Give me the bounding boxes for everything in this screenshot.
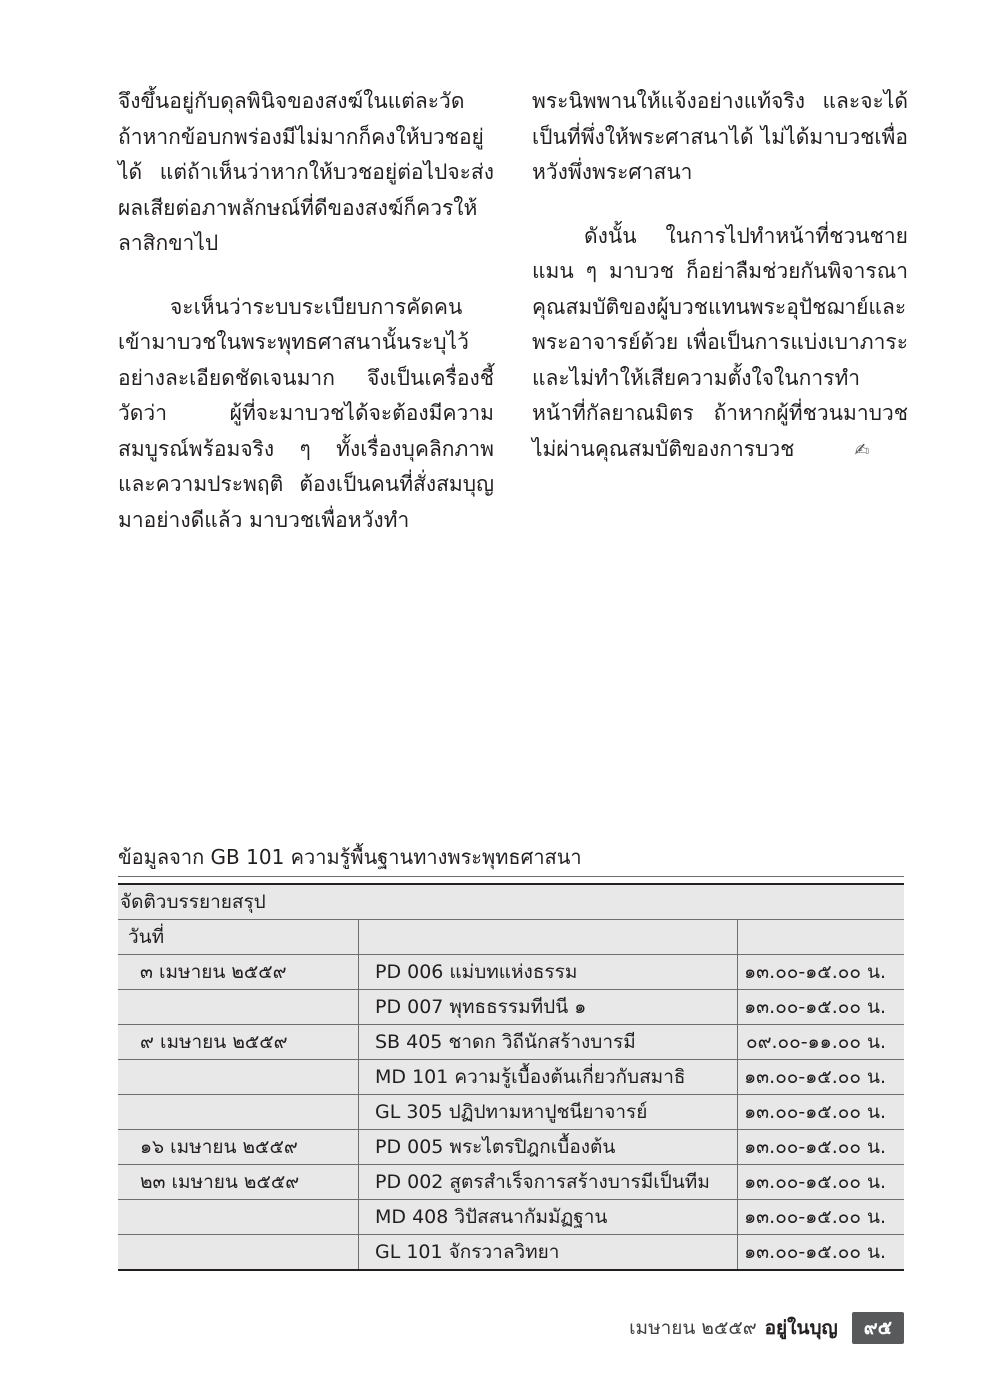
schedule-table	[118, 883, 904, 1271]
paragraph: พระนิพพานให้แจ้งอย่างแท้จริง และจะได้เป็นที่พึ่งให้พระศาสนาได้ ไม่ได้มาบวชเพื่อหวังพึ่งพระศาสนา	[532, 89, 908, 184]
page-footer	[629, 1312, 904, 1344]
magazine-name: อยู่ในบุญ	[764, 1317, 838, 1339]
table-row	[118, 1025, 904, 1060]
course-cell: MD 101 ความรู้เบื้องต้นเกี่ยวกับสมาธิ	[359, 1060, 738, 1095]
page-number: ๙๕	[852, 1312, 904, 1344]
course-cell: PD 002 สูตรสำเร็จการสร้างบารมีเป็นทีม	[359, 1165, 738, 1200]
time-cell: ๑๓.๐๐-๑๕.๐๐ น.	[738, 1235, 905, 1271]
course-cell: GL 101 จักรวาลวิทยา	[359, 1235, 738, 1271]
schedule-caption: ข้อมูลจาก GB 101 ความรู้พื้นฐานทางพระพุทธศาสนา	[118, 840, 904, 877]
date-cell	[118, 1200, 359, 1235]
time-column-header	[738, 920, 905, 955]
table-row	[118, 955, 904, 990]
table-row	[118, 1235, 904, 1271]
right-text-column	[532, 84, 908, 496]
table-row	[118, 1165, 904, 1200]
time-cell: ๑๓.๐๐-๑๕.๐๐ น.	[738, 990, 905, 1025]
schedule-title: จัดติวบรรยายสรุป	[118, 884, 904, 920]
course-cell: PD 007 พุทธธรรมทีปนี ๑	[359, 990, 738, 1025]
date-cell: ๓ เมษายน ๒๕๕๙	[118, 955, 359, 990]
date-cell	[118, 1095, 359, 1130]
time-cell: ๑๓.๐๐-๑๕.๐๐ น.	[738, 1130, 905, 1165]
time-cell: ๑๓.๐๐-๑๕.๐๐ น.	[738, 1095, 905, 1130]
paragraph: จะเห็นว่าระบบระเบียบการคัดคนเข้ามาบวชในพระพุทธศาสนานั้นระบุไว้อย่างละเอียดชัดเจนมาก จึงเป็นเครื่องชี้วัดว่า ผู้ที่จะมาบวชได้จะต้องมีความสมบูรณ์พร้อมจริง ๆ ทั้งเรื่องบุคลิกภาพและความประพฤติ ต้องเป็นคนที่สั่งสมบุญมาอย่างดีแล้ว มาบวชเพื่อหวังทำ	[118, 294, 494, 532]
paragraph-text: ดังนั้น ในการไปทำหน้าที่ชวนชายแมน ๆ มาบวช ก็อย่าลืมช่วยกันพิจารณาคุณสมบัติของผู้บวชแทนพระอุปัชฌาย์และพระอาจารย์ด้วย เพื่อเป็นการแบ่งเบาภาระ และไม่ทำให้เสียความตั้งใจในการทำหน้าที่กัลยาณมิตร ถ้าหากผู้ที่ชวนมาบวชไม่ผ่านคุณสมบัติของการบวช	[532, 223, 908, 461]
course-cell: PD 006 แม่บทแห่งธรรม	[359, 955, 738, 990]
time-cell: ๑๓.๐๐-๑๕.๐๐ น.	[738, 1165, 905, 1200]
paragraph: จึงขึ้นอยู่กับดุลพินิจของสงฆ์ในแต่ละวัด ถ้าหากข้อบกพร่องมีไม่มากก็คงให้บวชอยู่ได้ แต่ถ้าเห็นว่าหากให้บวชอยู่ต่อไปจะส่งผลเสียต่อภาพลักษณ์ที่ดีของสงฆ์ก็ควรให้ลาสิกขาไป	[118, 89, 494, 255]
date-cell	[118, 1235, 359, 1271]
course-cell: PD 005 พระไตรปิฎกเบื้องต้น	[359, 1130, 738, 1165]
time-cell: ๐๙.๐๐-๑๑.๐๐ น.	[738, 1025, 905, 1060]
paragraph	[532, 219, 908, 469]
course-cell: GL 305 ปฏิปทามหาปูชนียาจารย์	[359, 1095, 738, 1130]
schedule-section	[118, 840, 904, 1271]
date-cell	[118, 1060, 359, 1095]
table-title-row	[118, 884, 904, 920]
issue-date: เมษายน ๒๕๕๙	[629, 1317, 757, 1339]
table-row	[118, 1095, 904, 1130]
date-cell: ๑๖ เมษายน ๒๕๕๙	[118, 1130, 359, 1165]
left-text-column	[118, 84, 494, 566]
table-row	[118, 990, 904, 1025]
table-row	[118, 1200, 904, 1235]
course-cell: MD 408 วิปัสสนากัมมัฏฐาน	[359, 1200, 738, 1235]
table-row	[118, 1130, 904, 1165]
time-cell: ๑๓.๐๐-๑๕.๐๐ น.	[738, 1200, 905, 1235]
quill-end-mark-icon: ✍	[854, 439, 870, 461]
course-cell: SB 405 ชาดก วิถีนักสร้างบารมี	[359, 1025, 738, 1060]
table-header-row	[118, 920, 904, 955]
date-cell: ๒๓ เมษายน ๒๕๕๙	[118, 1165, 359, 1200]
time-cell: ๑๓.๐๐-๑๕.๐๐ น.	[738, 1060, 905, 1095]
date-column-header: วันที่	[118, 920, 359, 955]
course-column-header	[359, 920, 738, 955]
date-cell	[118, 990, 359, 1025]
date-cell: ๙ เมษายน ๒๕๕๙	[118, 1025, 359, 1060]
time-cell: ๑๓.๐๐-๑๕.๐๐ น.	[738, 955, 905, 990]
table-row	[118, 1060, 904, 1095]
